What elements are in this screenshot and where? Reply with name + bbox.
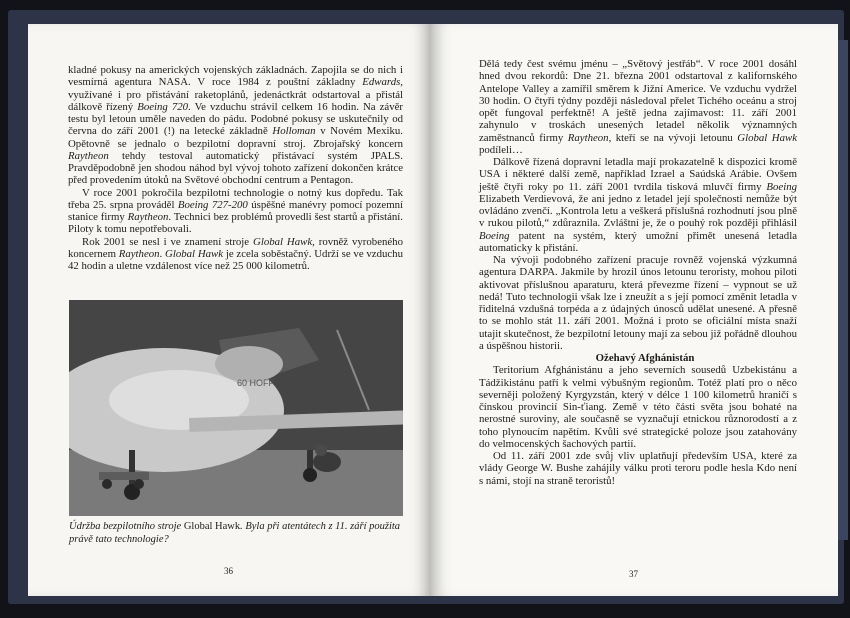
text-run: podíleli… — [479, 143, 523, 156]
paragraph — [479, 156, 797, 254]
italic-text: Boeing — [479, 229, 510, 242]
text-run: v Novém Mexiku. Opětovně se jednalo o bezpilotní dopravní stroj. Zbrojařský koncern — [68, 125, 403, 150]
right-page — [431, 24, 838, 596]
italic-text: Global Hawk — [253, 235, 313, 248]
italic-text: Raytheon — [127, 211, 169, 223]
italic-text: Edwards — [362, 76, 401, 89]
text-run: Na vývoji podobného zařízení pracuje rovněž vojenská výzkumná agentura DARPA. Jakmile by hrozil únos letounu teroristy, mohou piloti aktivovat příslušnou aparaturu, která převezme řízení – vypnout se už nedá! Tuto technologii však lze i zneužít a s její pomocí změnit letadla v řiditelná vzdušná torpéda a z údajných únosců udělat unesené. A přesně to se mohlo stát 11. září 2001. Možná i proto se oficiální místa snaží utajit skutečnost, že bezpilotní letouny mají za sebou již pořádně dlouhou a úspěšnou historii. — [479, 254, 797, 352]
paragraph — [68, 236, 403, 273]
paragraph — [479, 364, 797, 450]
text-run: Rok 2001 se nesl i ve znamení stroje — [82, 235, 254, 248]
italic-text: Raytheon — [567, 131, 609, 144]
italic-text: Global Hawk — [737, 131, 797, 144]
text-run: Elizabeth Verdievová, že ani jedno z letadel její společnosti nemůže být ovládáno zvenčí. „Kontrola letu a veškerá příslušná rozhodnutí jsou plně v rukou pilotů,“ zdůraznila. Zvláštní je, že o pouhý rok později přihlásil — [479, 192, 797, 230]
paragraph — [68, 187, 403, 236]
paragraph — [479, 254, 797, 352]
tail-marking: 60 HOFF — [237, 378, 275, 388]
global-hawk-photo — [69, 300, 403, 516]
section-heading: Ožehavý Afghánistán — [595, 352, 695, 364]
text-run: , rovněž vyrobeného koncernem — [68, 235, 403, 260]
caption-run: . Byla při atentátech z 11. září použita právě tato technologie? — [69, 521, 401, 545]
italic-text: Raytheon — [68, 149, 109, 162]
right-page-text — [479, 58, 797, 487]
italic-text: Holloman — [272, 125, 316, 138]
page-number-right: 37 — [629, 569, 638, 579]
paragraph — [68, 64, 403, 187]
left-page — [28, 24, 431, 596]
text-run: patent na systém, který umožní přimět unesená letadla automaticky k přistání. — [479, 229, 797, 254]
text-run: Dálkově řízená dopravní letadla mají prokazatelně k dispozici kromě USA i některé další země, například Izrael a Saúdská Arábie. Ovšem ještě čtyři roky po 11. září 2001 tvrdila tisková mluvčí firmy — [479, 156, 797, 193]
drone-illustration — [69, 300, 403, 516]
text-run: kladné pokusy na amerických vojenských základnách. Zapojila se do nich i vesmírná agentura NASA. V roce 1984 z pouštní základny — [68, 64, 403, 89]
text-run: je zcela soběstačný. Udrží se ve vzduchu 42 hodin a uletne vzdálenost více než 25 000 kilometrů. — [68, 247, 403, 272]
text-run: tehdy testoval automatický přistávací systém JPALS. Pravděpodobně jen shodou náhod byl vývoj tohoto zařízení dokončen krátce před provedením útoků na Světové obchodní centrum a Pentagon. — [68, 149, 403, 187]
text-run: . Technici bez problémů provedli šest startů a přistání. Piloty k tomu nepotřebovali. — [68, 211, 403, 236]
text-run: . Ve vzduchu strávil celkem 16 hodin. Na závěr testu byl letoun uměle naveden do pádu. Podobné pokusy se uskutečnily od června do září 2001 (!) na letecké základně — [68, 100, 403, 138]
paragraph — [479, 58, 797, 156]
photo-caption — [69, 520, 403, 546]
italic-text: Boeing 720 — [137, 100, 189, 113]
text-run: Od 11. září 2001 zde svůj vliv uplatňují především USA, které za vlády George W. Bushe zahájily válku proti teroru podle hesla Kdo není s námi, stojí na straně teroristů! — [479, 450, 797, 487]
caption-run: Údržba bezpilotního stroje — [69, 521, 184, 532]
text-run: V roce 2001 pokročila bezpilotní technologie o notný kus dopředu. Tak třeba 25. srpna prováděl — [68, 186, 403, 211]
italic-text: Boeing — [766, 180, 797, 193]
caption-run: Global Hawk — [183, 521, 241, 532]
text-run: , využívané i pro přistávání raketoplánů, jedenáctkrát odstartoval a přistál dálkově řízený — [68, 76, 403, 113]
italic-text: Global Hawk — [165, 247, 224, 260]
text-run: úspěšné manévry pomocí pozemní stanice firmy — [68, 198, 403, 223]
text-run: . — [159, 247, 166, 260]
text-run: Teritorium Afghánistánu a jeho severních sousedů Uzbekistánu a Tádžikistánu patří k velmi výbušným regionům. Totéž platí pro o něco severněji položený Kyrgyzstán, který v délce 1 100 kilometrů hraničí s čínskou provincií Sin-ťiang. Země v této části světa jsou bohaté na nerostné suroviny, ale současně se vyznačují etnickou různorodostí a z toho plynoucím napětím. Kvůli své strategické poloze jsou zatahovány do velmocenských šachových partií. — [479, 364, 797, 450]
left-page-text — [68, 64, 403, 272]
text-run: Dělá tedy čest svému jménu – „Světový jestřáb“. V roce 2001 dosáhl hned dvou rekordů: Dne 21. března 2001 odstartoval z kalifornského Antelope Valley a zamířil směrem k Jižní Americe. Ve vzduchu vydržel 30 hodin. O čtyři týdny později následoval přelet Tichého oceánu a stroj opět fungoval perfektně! A ještě jedna zajímavost: 11. září 2001 zahynulo v troskách unesených letadel několik významných zaměstnanců firmy — [479, 58, 797, 144]
text-run: , kteří se na vývoji letounu — [608, 131, 738, 144]
paragraph — [479, 450, 797, 487]
page-number-left: 36 — [224, 566, 233, 576]
italic-text: Boeing 727-200 — [177, 198, 248, 211]
italic-text: Raytheon — [118, 247, 160, 260]
